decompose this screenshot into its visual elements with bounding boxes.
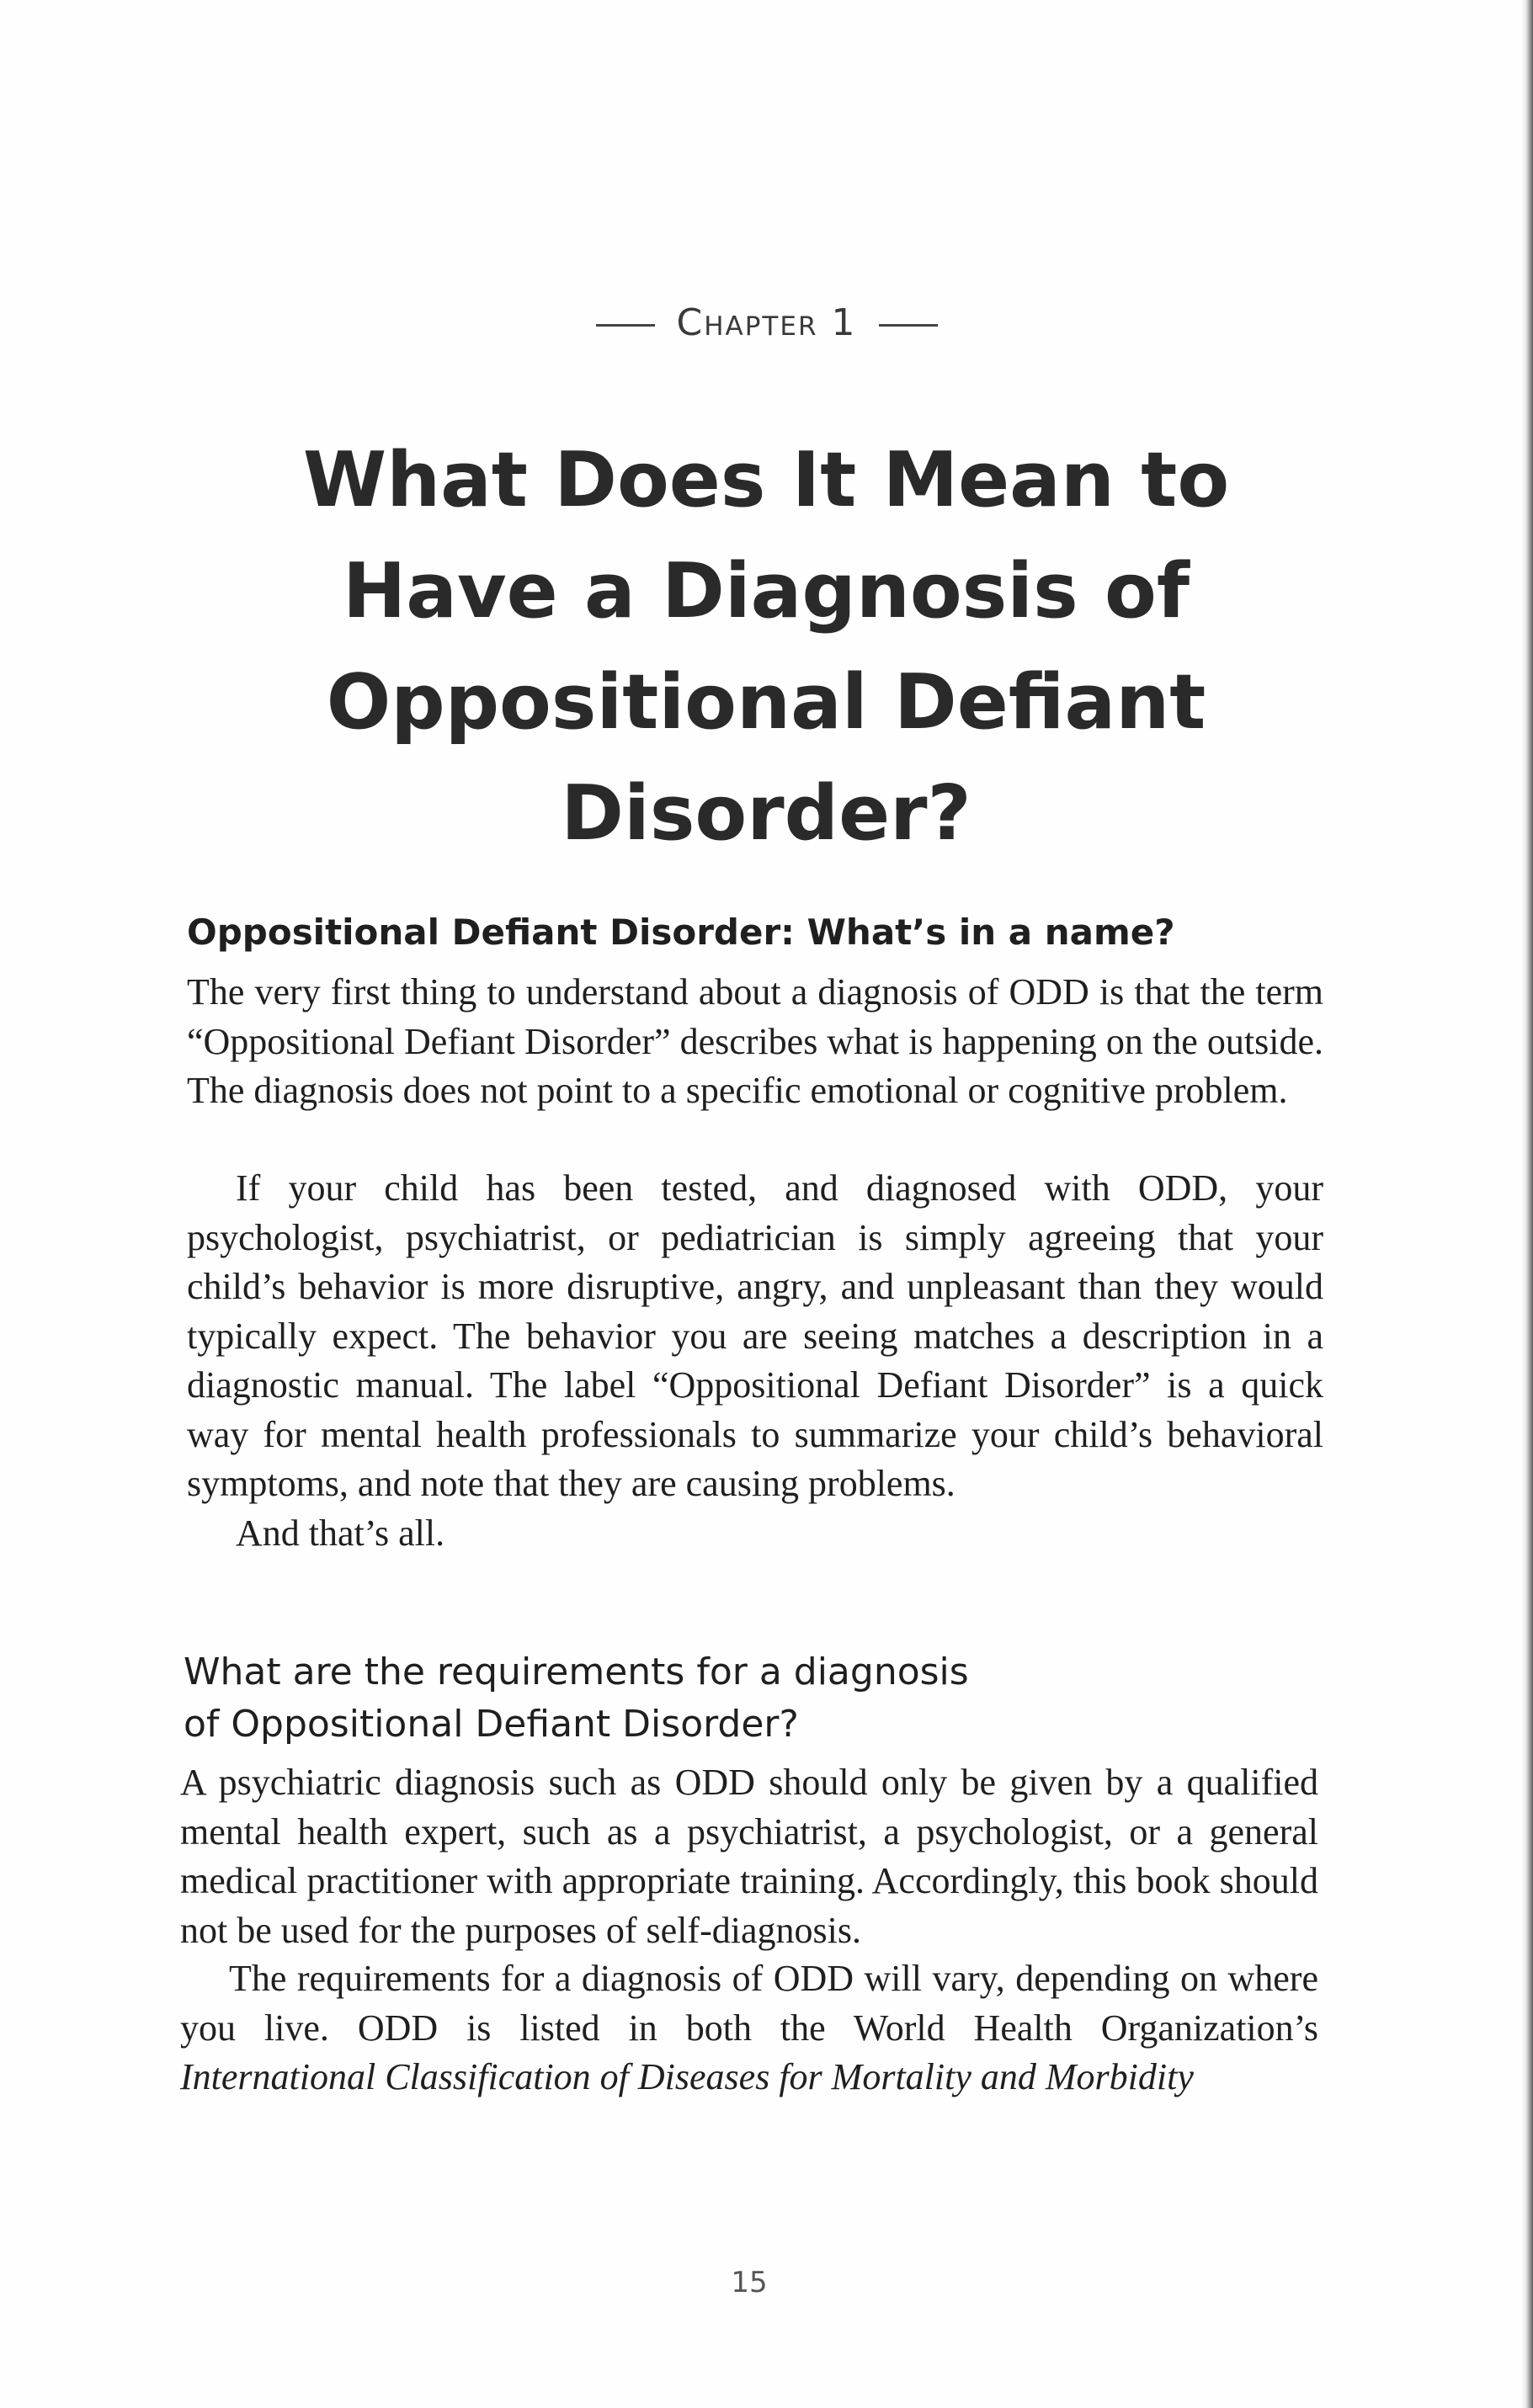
section-heading-requirements-line1: What are the requirements for a diagnosis bbox=[184, 1651, 969, 1693]
chapter-label bbox=[0, 301, 1533, 344]
chapter-number: 1 bbox=[831, 301, 857, 344]
icd-title: International Classification of Diseases for Mortality and Morbidity bbox=[180, 2056, 1194, 2097]
chapter-title: What Does It Mean to Have a Diagnosis of Oppositional Defiant Disorder? bbox=[302, 436, 1230, 858]
paragraph-requirements-vary bbox=[180, 1954, 1318, 2102]
section-heading-requirements bbox=[184, 1646, 1362, 1751]
page-number: 15 bbox=[731, 2266, 768, 2299]
requirements-vary-text: The requirements for a diagnosis of ODD will vary, depending on where you live. ODD is listed in both the World Health Organization’s bbox=[180, 1958, 1318, 2049]
section-heading-requirements-line2: of Oppositional Defiant Disorder? bbox=[184, 1703, 799, 1746]
section-heading-name: Oppositional Defiant Disorder: What’s in a name? bbox=[187, 912, 1175, 953]
right-dash bbox=[879, 324, 938, 327]
paragraph-thats-all: And that’s all. bbox=[236, 1512, 445, 1554]
page-edge-shadow bbox=[1521, 0, 1533, 2408]
left-dash bbox=[596, 324, 655, 327]
paragraph-psychiatric-diagnosis: A psychiatric diagnosis such as ODD should only be given by a qualified mental health expert, such as a psychiatrist, a psychologist, or a general medical practitioner with appropriate training. Accordingly, this book should not be used for the purposes of self-diagnosis. bbox=[180, 1762, 1318, 1951]
chapter-word: Chapter bbox=[676, 301, 818, 344]
paragraph-tested: If your child has been tested, and diagnosed with ODD, your psychologist, psychiatrist, or pediatrician is simply agreeing that your child’s behavior is more disruptive, angry, and unpleasant than they would typically expect. The behavior you are seeing matches a description in a diagnostic manual. The label “Oppositional Defiant Disorder” is a quick way for mental health professionals to summarize your child’s behavioral symptoms, and note that they are causing problems. bbox=[187, 1167, 1323, 1504]
paragraph-first-thing: The very first thing to understand about a diagnosis of ODD is that the term “Oppositional Defiant Disorder” describes what is happening on the outside. The diagnosis does not point to a specific emotional or cognitive problem. bbox=[187, 971, 1323, 1111]
